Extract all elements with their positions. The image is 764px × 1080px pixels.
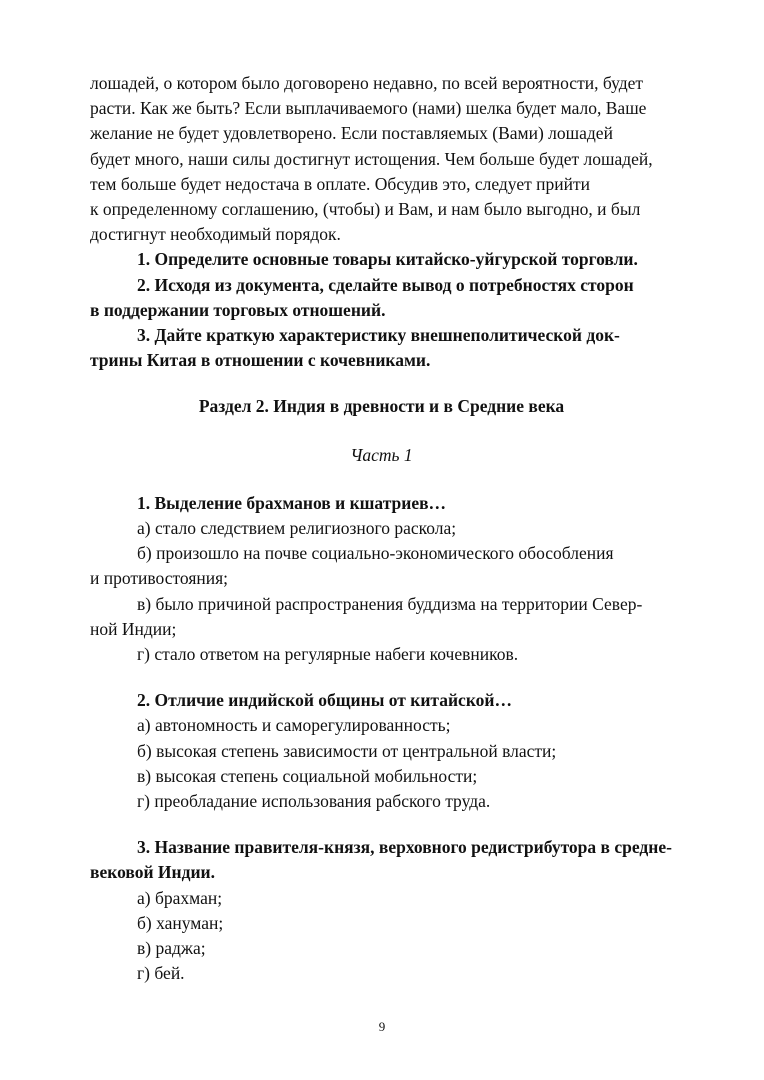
- section-title: Раздел 2. Индия в древности и в Средние века: [198, 396, 565, 417]
- option-c: в) раджа;: [137, 938, 206, 959]
- intro-line: тем больше будет недостача в оплате. Обсудив это, следует прийти: [90, 173, 590, 194]
- question-3-title-line-1: 3. Название правителя-князя, верховного редистрибутора в средне-: [137, 837, 672, 858]
- question-3-title-line-2: вековой Индии.: [90, 862, 216, 883]
- part-title: Часть 1: [350, 444, 413, 465]
- intro-line: достигнут необходимый порядок.: [90, 224, 341, 245]
- task-3-line-1: 3. Дайте краткую характеристику внешнеполитической док-: [137, 325, 620, 346]
- task-1: 1. Определите основные товары китайско-уйгурской торговли.: [137, 249, 638, 270]
- intro-line: будет много, наши силы достигнут истощения. Чем больше будет лошадей,: [90, 148, 653, 169]
- intro-line: к определенному соглашению, (чтобы) и Вам, и нам было выгодно, и был: [90, 199, 641, 220]
- option-b: б) хануман;: [137, 912, 224, 933]
- intro-line: лошадей, о котором было договорено недавно, по всей вероятности, будет: [90, 73, 644, 93]
- option-b-line-2: и противостояния;: [90, 568, 229, 589]
- option-a: а) автономность и саморегулированность;: [137, 715, 451, 736]
- option-c-line-1: в) было причиной распространения буддизма на территории Север-: [137, 593, 643, 614]
- option-b: б) высокая степень зависимости от центральной власти;: [137, 740, 557, 761]
- question-2-title: 2. Отличие индийской общины от китайской…: [137, 690, 513, 711]
- task-2-line-1: 2. Исходя из документа, сделайте вывод о потребностях сторон: [137, 274, 634, 295]
- option-d: г) стало ответом на регулярные набеги кочевников.: [137, 644, 519, 665]
- intro-line: расти. Как же быть? Если выплачиваемого (нами) шелка будет мало, Ваше: [90, 98, 647, 119]
- document-page: [90, 71, 673, 987]
- option-c: в) высокая степень социальной мобильности;: [137, 765, 478, 786]
- option-d: г) бей.: [137, 963, 185, 984]
- option-b-line-1: б) произошло на почве социально-экономического обособления: [137, 543, 614, 564]
- option-d: г) преобладание использования рабского труда.: [137, 791, 491, 812]
- option-a: а) брахман;: [137, 887, 223, 908]
- question-1-title: 1. Выделение брахманов и кшатриев…: [137, 492, 447, 513]
- task-2-line-2: в поддержании торговых отношений.: [90, 299, 386, 320]
- page-number: 9: [378, 1019, 386, 1034]
- option-a: а) стало следствием религиозного раскола;: [137, 518, 457, 539]
- option-c-line-2: ной Индии;: [90, 618, 177, 639]
- intro-line: желание не будет удовлетворено. Если поставляемых (Вами) лошадей: [90, 123, 613, 144]
- task-3-line-2: трины Китая в отношении с кочевниками.: [90, 350, 431, 371]
